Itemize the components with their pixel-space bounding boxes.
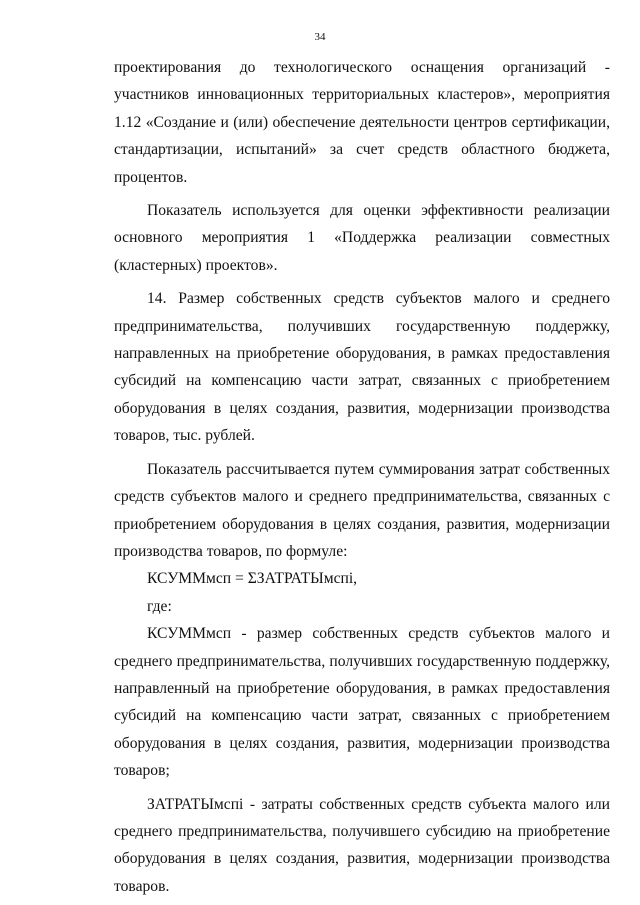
paragraph-indicator-usage: Показатель используется для оценки эффективности реализации основного мероприятия 1 «Поддержка реализации совместных (кластерных) проектов». xyxy=(114,202,610,274)
document-body xyxy=(114,54,610,900)
paragraph-item-14: 14. Размер собственных средств субъектов малого и среднего предпринимательства, получивших государственную поддержку, направленных на приобретение оборудования, в рамках предоставления субсидий на компенсацию части затрат, связанных с приобретением оборудования в целях создания, развития, модернизации производства товаров, тыс. рублей. xyxy=(114,290,610,445)
paragraph-calculation-method: Показатель рассчитывается путем суммирования затрат собственных средств субъектов малого и среднего предпринимательства, связанных с приобретением оборудования в целях создания, развития, модернизации производства товаров, по формуле: xyxy=(114,460,610,560)
formula-where: где: xyxy=(147,597,172,615)
paragraph-continuation: проектирования до технологического оснащения организаций - участников инновационных территориальных кластеров», мероприятия 1.12 «Создание и (или) обеспечение деятельности центров сертификации, стандартизации, испытаний» за счет средств областного бюджета, процентов. xyxy=(114,59,610,186)
definition-ksumm: КСУММмсп - размер собственных средств субъектов малого и среднего предпринимательства, получивших государственную поддержку, направленный на приобретение оборудования, в рамках предоставления субсидий на компенсацию части затрат, связанных с приобретением оборудования в целях создания, развития, модернизации производства товаров; xyxy=(114,625,610,780)
formula: КСУММмсп = ΣЗАТРАТЫмспi, xyxy=(147,570,358,588)
page-number: 34 xyxy=(314,31,326,43)
definition-zatraty: ЗАТРАТЫмспi - затраты собственных средств субъекта малого или среднего предпринимательства, получившего субсидию на приобретение оборудования в целях создания, развития, модернизации производства товаров. xyxy=(114,795,610,895)
